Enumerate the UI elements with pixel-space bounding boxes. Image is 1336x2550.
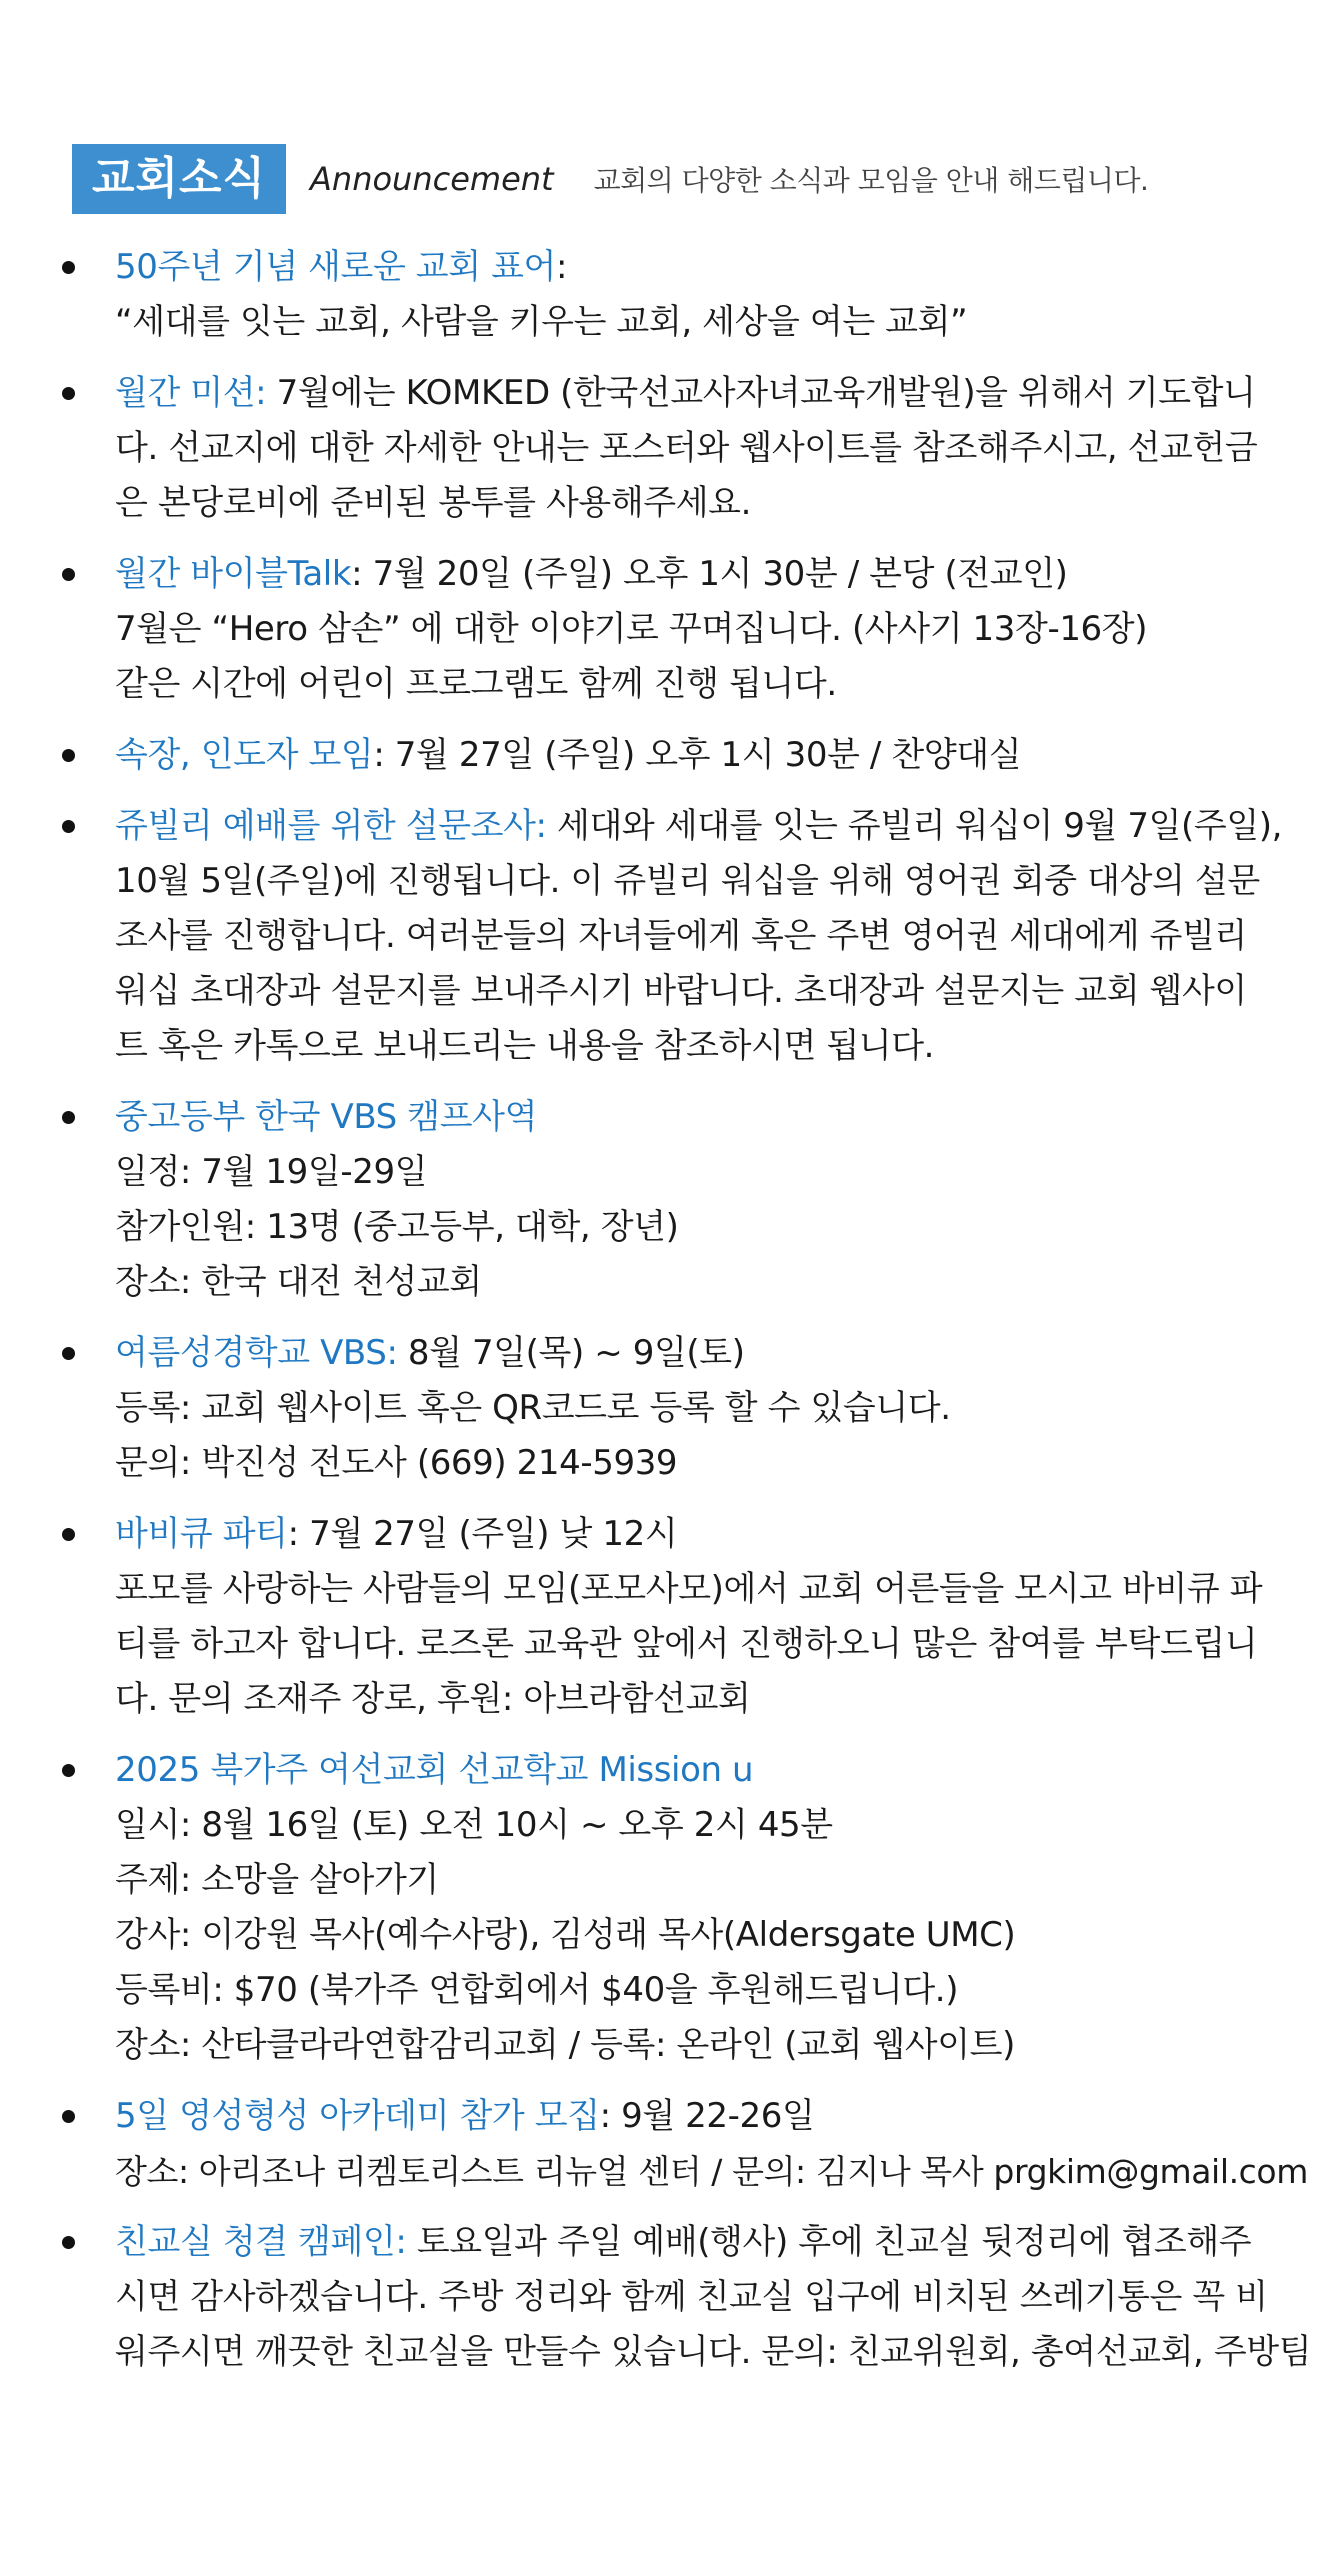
item-first-line	[115, 1326, 1312, 1381]
item-text-line: 7월은 “Hero 삼손” 에 대한 이야기로 꾸며집니다. (사사기 13장-16장)	[115, 609, 1148, 649]
section-badge: 교회소식	[72, 144, 286, 214]
bullet-icon	[62, 1111, 75, 1124]
item-title: 바비큐 파티	[115, 1514, 288, 1554]
item-text-line: 시면 감사하겠습니다. 주방 정리와 함께 친교실 입구에 비치된 쓰레기통은 꼭 비	[115, 2277, 1268, 2317]
list-item	[0, 1507, 1336, 1727]
bullet-icon	[62, 2110, 75, 2123]
list-item	[0, 799, 1336, 1074]
item-text-line: 장소: 한국 대전 천성교회	[115, 1262, 482, 1302]
item-title: 속장, 인도자 모임	[115, 735, 374, 775]
bullet-icon	[62, 749, 75, 762]
item-text-line: 10월 5일(주일)에 진행됩니다. 이 쥬빌리 워십을 위해 영어권 회중 대상의 설문	[115, 861, 1260, 901]
item-text-line: 티를 하고자 합니다. 로즈론 교육관 앞에서 진행하오니 많은 참여를 부탁드립니	[115, 1624, 1258, 1664]
item-first-text: 8월 7일(목) ~ 9일(토)	[397, 1333, 745, 1373]
section-english-title: Announcement	[310, 160, 554, 198]
item-first-line	[115, 2215, 1312, 2270]
item-first-text: 7월에는 KOMKED (한국선교사자녀교육개발원)을 위해서 기도합니	[266, 373, 1256, 413]
item-text-line: 장소: 산타클라라연합감리교회 / 등록: 온라인 (교회 웹사이트)	[115, 2025, 1015, 2065]
bullet-icon	[62, 261, 75, 274]
item-text-line: 워주시면 깨끗한 친교실을 만들수 있습니다. 문의: 친교위원회, 총여선교회, 주방팀	[115, 2332, 1312, 2372]
item-first-line	[115, 1090, 1312, 1145]
item-first-line	[115, 366, 1312, 421]
item-text-line: 강사: 이강원 목사(예수사랑), 김성래 목사(Aldersgate UMC)	[115, 1915, 1016, 1955]
item-text-line: 다. 문의 조재주 장로, 후원: 아브라함선교회	[115, 1679, 751, 1719]
item-title: 월간 바이블Talk	[115, 554, 352, 594]
item-title: 2025 북가주 여선교회 선교학교 Mission u	[115, 1750, 754, 1790]
item-text-line: 조사를 진행합니다. 여러분들의 자녀들에게 혹은 주변 영어권 세대에게 쥬빌리	[115, 916, 1247, 956]
item-first-text: : 7월 20일 (주일) 오후 1시 30분 / 본당 (전교인)	[351, 554, 1068, 594]
bullet-icon	[62, 568, 75, 581]
item-text-line: 장소: 아리조나 리켐토리스트 리뉴얼 센터 / 문의: 김지나 목사 prgkim@gmail.com	[115, 2152, 1308, 2191]
item-text-line: 같은 시간에 어린이 프로그램도 함께 진행 됩니다.	[115, 664, 837, 704]
list-item	[0, 366, 1336, 531]
item-text-line: 주제: 소망을 살아가기	[115, 1860, 439, 1900]
item-text-line: 일정: 7월 19일-29일	[115, 1152, 428, 1192]
item-text-line: 트 혹은 카톡으로 보내드리는 내용을 참조하시면 됩니다.	[115, 1026, 935, 1066]
list-item	[0, 728, 1336, 783]
item-title: 여름성경학교 VBS:	[115, 1333, 398, 1373]
list-item	[0, 547, 1336, 712]
item-first-text: : 9월 22-26일	[599, 2096, 815, 2136]
item-text-line: 문의: 박진성 전도사 (669) 214-5939	[115, 1443, 678, 1483]
bullet-icon	[62, 387, 75, 400]
list-item	[0, 2089, 1336, 2199]
item-first-text: 세대와 세대를 잇는 쥬빌리 워십이 9월 7일(주일),	[546, 806, 1283, 846]
item-first-text: 토요일과 주일 예배(행사) 후에 친교실 뒷정리에 협조해주	[406, 2222, 1252, 2262]
item-title: 50주년 기념 새로운 교회 표어	[115, 247, 556, 287]
item-text-line: “세대를 잇는 교회, 사람을 키우는 교회, 세상을 여는 교회”	[115, 302, 968, 342]
list-item	[0, 240, 1336, 350]
item-first-text: : 7월 27일 (주일) 낮 12시	[287, 1514, 678, 1554]
list-item	[0, 1326, 1336, 1491]
bullet-icon	[62, 1347, 75, 1360]
item-title: 월간 미션:	[115, 373, 267, 413]
item-text-line: 일시: 8월 16일 (토) 오전 10시 ~ 오후 2시 45분	[115, 1805, 833, 1845]
announcement-list	[0, 240, 1336, 2396]
item-first-line	[115, 1743, 1312, 1798]
item-first-line	[115, 1507, 1312, 1562]
item-text-line: 은 본당로비에 준비된 봉투를 사용해주세요.	[115, 483, 752, 523]
item-title: 쥬빌리 예배를 위한 설문조사:	[115, 806, 547, 846]
item-first-text: : 7월 27일 (주일) 오후 1시 30분 / 찬양대실	[373, 735, 1022, 775]
list-item	[0, 1743, 1336, 2073]
section-header	[72, 144, 1148, 214]
item-text-line: 참가인원: 13명 (중고등부, 대학, 장년)	[115, 1207, 679, 1247]
item-text-line: 등록: 교회 웹사이트 혹은 QR코드로 등록 할 수 있습니다.	[115, 1388, 951, 1428]
bullet-icon	[62, 1764, 75, 1777]
section-subtitle: 교회의 다양한 소식과 모임을 안내 해드립니다.	[593, 164, 1149, 197]
item-text-line: 워십 초대장과 설문지를 보내주시기 바랍니다. 초대장과 설문지는 교회 웹사이	[115, 971, 1247, 1011]
item-first-line	[115, 799, 1312, 854]
bullet-icon	[62, 820, 75, 833]
item-first-line	[115, 2089, 1312, 2144]
item-first-line	[115, 728, 1312, 783]
item-title: 친교실 청결 캠페인:	[115, 2222, 407, 2262]
list-item	[0, 2215, 1336, 2380]
item-first-line	[115, 547, 1312, 602]
bullet-icon	[62, 1528, 75, 1541]
item-title: 5일 영성형성 아카데미 참가 모집	[115, 2096, 600, 2136]
bullet-icon	[62, 2236, 75, 2249]
item-first-line	[115, 240, 1312, 295]
item-title: 중고등부 한국 VBS 캠프사역	[115, 1097, 538, 1137]
item-first-text: :	[555, 247, 568, 287]
item-text-line: 다. 선교지에 대한 자세한 안내는 포스터와 웹사이트를 참조해주시고, 선교헌금	[115, 428, 1258, 468]
item-text-line: 등록비: $70 (북가주 연합회에서 $40을 후원해드립니다.)	[115, 1970, 959, 2010]
item-text-line: 포모를 사랑하는 사람들의 모임(포모사모)에서 교회 어른들을 모시고 바비큐 파	[115, 1569, 1263, 1609]
list-item	[0, 1090, 1336, 1310]
